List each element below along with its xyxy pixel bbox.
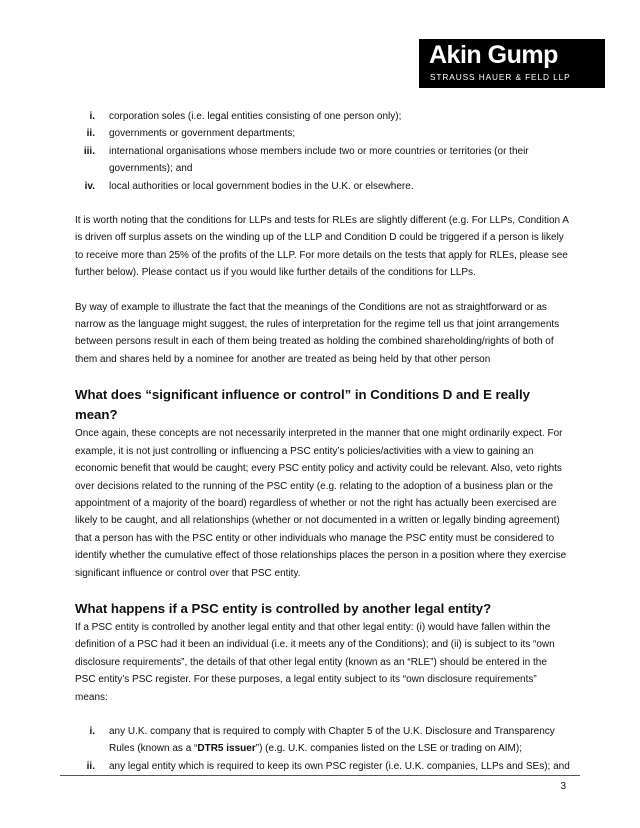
page-number: 3 (560, 781, 566, 792)
list-text: international organisations whose members include two or more countries or territories (or their governments); and (109, 145, 529, 175)
paragraph-significant-influence: Once again, these concepts are not necessarily interpreted in the manner that one might ordinarily expect. For example, it is not just controlling or influencing a PSC entity’s policies/activities with a view to gaining an economic benefit that would be caught; every PSC entity policy and activity could be relevant. Also, veto rights over decisions related to the running of the PSC entity (e.g. relating to the adoption of a business plan or the appointment of a majority of the board) regardless of whether or not the right has actually been exercised are likely to be caught, and all relationships (whether or not documented in a written or legally binding agreement) that a person has with the PSC entity or other individuals who manage the PSC entity must be considered to identify whether the cumulative effect of those relationships places the person in a position where they exercise significant influence or control over that PSC entity. (75, 428, 567, 579)
list-item (75, 125, 570, 142)
list-text: governments or government departments; (109, 128, 296, 140)
paragraph-llp-conditions: It is worth noting that the conditions for LLPs and tests for RLEs are slightly different (e.g. For LLPs, Condition A is driven off surplus assets on the winding up of the LLP and Condition D could be triggered if a person is likely to receive more than 25% of the profits of the LLP. For more details on the tests that apply for RLEs, please see further below). Please contact us if you would like further details of the conditions for LLPs. (75, 215, 569, 279)
list-item (75, 758, 570, 775)
logo-subtitle: STRAUSS HAUER & FELD LLP (430, 72, 571, 82)
list-number: iv. (84, 180, 95, 192)
paragraph-rle: If a PSC entity is controlled by another legal entity and that other legal entity: (i) would have fallen within the definition of a PSC had it been an individual (i.e. it meets any of the Conditions); and (ii) is subject to its “own disclosure requirements”, the details of that other legal entity (known as an “RLE”) should be entered in the PSC entity’s PSC register. For these purposes, a legal entity subject to its “own disclosure requirements” means: (75, 621, 555, 703)
paragraph-joint-arrangements: By way of example to illustrate the fact that the meanings of the Conditions are not as straightforward or as narrow as the language might suggest, the rules of interpretation for the regime tell us that joint arrangements between persons result in each of them being treated as holding the combined shareholding/rights of both of them and shares held by a nominee for another are treated as being held by that other person (75, 301, 560, 365)
list-text: corporation soles (i.e. legal entities consisting of one person only); (109, 111, 402, 122)
document-body (75, 108, 570, 792)
company-logo (419, 39, 605, 88)
list-text: local authorities or local government bodies in the U.K. or elsewhere. (109, 180, 414, 192)
list-number: i. (89, 725, 95, 737)
list-item (75, 178, 570, 195)
defined-term: DTR5 issuer (197, 743, 256, 755)
list-item (75, 143, 570, 178)
list-text: ”) (e.g. U.K. companies listed on the LSE or trading on AIM); (255, 743, 522, 755)
footer-divider (60, 775, 580, 776)
list-number: ii. (86, 128, 95, 140)
list-number: i. (89, 111, 95, 122)
list-number: ii. (86, 760, 95, 772)
list-item (75, 108, 570, 125)
heading-controlled-by-legal-entity: What happens if a PSC entity is controlled by another legal entity? (75, 600, 492, 616)
logo-name: Akin Gump (429, 41, 558, 69)
excluded-entities-list (75, 108, 570, 195)
list-text: any legal entity which is required to keep its own PSC register (i.e. U.K. companies, LLPs and SEs); and (109, 760, 570, 772)
disclosure-requirements-list (75, 723, 570, 775)
list-text: any U.K. company that is required to comply with Chapter 5 of the U.K. Disclosure and Transparency Rules (known as a “ (109, 725, 555, 755)
list-item (75, 723, 570, 758)
heading-significant-influence: What does “significant influence or control” in Conditions D and E really mean? (75, 387, 531, 423)
list-number: iii. (83, 145, 95, 157)
